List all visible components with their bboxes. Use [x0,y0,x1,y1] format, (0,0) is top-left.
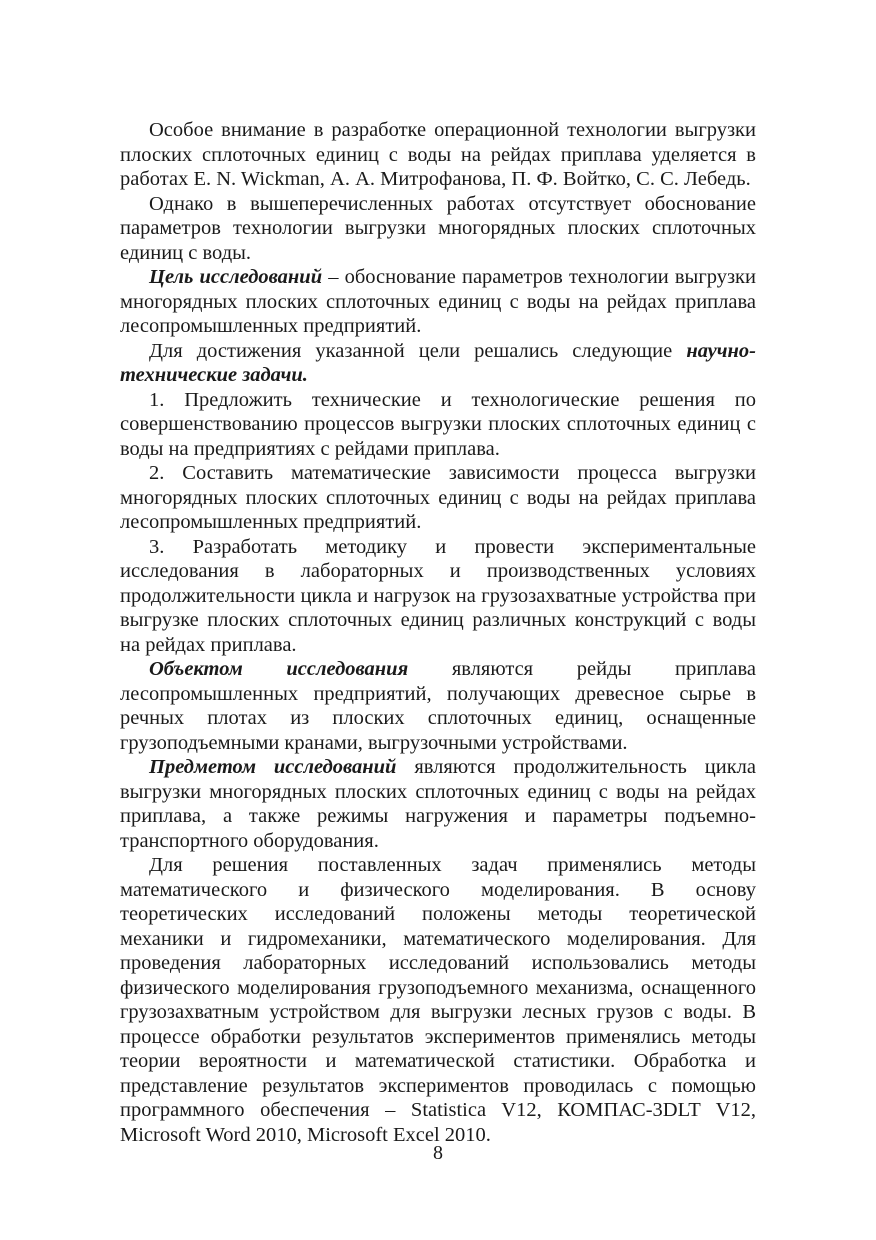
task-item-2: 2. Составить математические зависимости процесса выгрузки многорядных плоских сплоточных единиц с воды на рейдах приплава лесопромышленных предприятий. [120,462,756,533]
object-text: являются рейды приплава лесопромышленных предприятий, получающих древесное сырье в речных плотах из плоских сплоточных единиц, оснащенные грузоподъемными кранами, выгрузочными устройствами. [120,658,756,754]
task-item-1: 1. Предложить технические и технологические решения по совершенствованию процессов выгрузки плоских сплоточных единиц с воды на предприятиях с рейдами приплава. [120,388,756,460]
paragraph-gap: Однако в вышеперечисленных работах отсутствует обоснование параметров технологии выгрузки многорядных плоских сплоточных единиц с воды. [120,192,756,264]
subject-heading: Предметом исследований [149,756,397,778]
paragraph-subject [120,755,756,853]
subject-text: являются продолжительность цикла выгрузки многорядных плоских сплоточных единиц с воды на рейдах приплава, а также режимы нагружения и параметры подъемно-транспортного оборудования. [120,756,756,852]
paragraph-object [120,657,756,755]
tasks-intro-text: Для достижения указанной цели решались следующие [149,339,687,362]
page-number: 8 [433,1142,443,1164]
task-item-3: 3. Разработать методику и провести экспериментальные исследования в лабораторных и производственных условиях продолжительности цикла и нагрузок на грузозахватные устройства при выгрузке плоских сплоточных единиц различных конструкций с воды на рейдах приплава. [120,535,756,656]
goal-text: – обоснование параметров технологии выгрузки многорядных плоских сплоточных единиц с воды на рейдах приплава лесопромышленных предприятий. [120,266,756,337]
page-body [120,118,756,1147]
paragraph-goal [120,265,756,339]
paragraph-tasks-intro [120,339,756,388]
goal-heading: Цель исследований [149,266,323,288]
tasks-heading: научно-технические задачи. [120,339,756,386]
paragraph-intro: Особое внимание в разработке операционной технологии выгрузки плоских сплоточных единиц с воды на рейдах приплава уделяется в работах E. N. Wickman, А. А. Митрофанова, П. Ф. Войтко, С. С. Лебедь. [120,119,756,190]
paragraph-methods: Для решения поставленных задач применялись методы математического и физического моделирования. В основу теоретических исследований положены методы теоретической механики и гидромеханики, математического моделирования. Для проведения лабораторных исследований использовались методы физического моделирования грузоподъемного механизма, оснащенного грузозахватным устройством для выгрузки лесных грузов с воды. В процессе обработки результатов экспериментов применялись методы теории вероятности и математической статистики. Обработка и представление результатов экспериментов проводилась с помощью программного обеспечения – Statistica V12, КОМПАС-3DLT V12, Microsoft Word 2010, Microsoft Excel 2010. [120,854,756,1146]
object-heading: Объектом исследования [149,658,409,680]
